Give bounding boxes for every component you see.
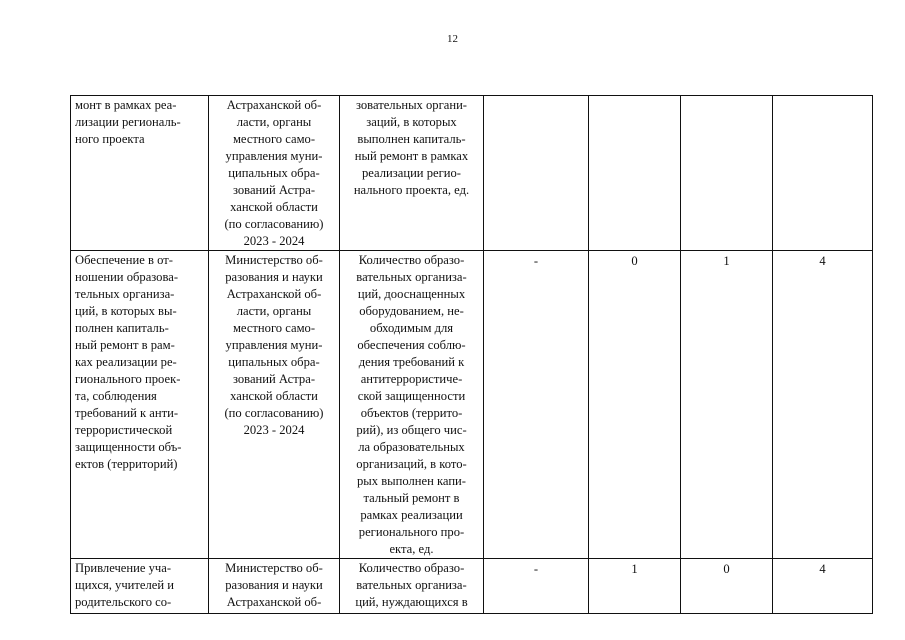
table-cell-value: 0 xyxy=(681,559,773,614)
table-cell-value xyxy=(484,96,589,251)
cell-text: Привлечение уча- щихся, учителей и родительского со- xyxy=(75,561,175,609)
table-row xyxy=(71,96,873,251)
cell-text: Министерство об- разования и науки Астраханской об- ласти, органы местного само- управления муни- ципальных обра- зований Астра- ханской области (по согласованию) 2023 - 2024 xyxy=(224,253,324,437)
table-cell-indicator xyxy=(340,96,484,251)
table-cell-responsible xyxy=(209,251,340,559)
cell-text: Количество образо- вательных организа- ций, дооснащенных оборудованием, не- обходимым для обеспечения соблю- дения требований к антитеррористиче- ской защищенности объектов (террито- рий), из общего чис- ла образовательных организаций, в кото- рых выполнен капи- тальный ремонт в рамках реализации регионального про- екта, ед. xyxy=(356,253,467,556)
table-row xyxy=(71,559,873,614)
table-cell-activity xyxy=(71,96,209,251)
table-cell-value xyxy=(589,96,681,251)
table-cell-indicator xyxy=(340,559,484,614)
table-cell-activity xyxy=(71,559,209,614)
cell-text: зовательных органи- заций, в которых выполнен капиталь- ный ремонт в рамках реализации регио- нального проекта, ед. xyxy=(353,98,470,197)
table-cell-value: 4 xyxy=(773,559,873,614)
table-cell-indicator xyxy=(340,251,484,559)
cell-text: Количество образо- вательных организа- ций, нуждающихся в xyxy=(355,561,468,609)
table-cell-value: 0 xyxy=(589,251,681,559)
measures-table xyxy=(70,95,873,614)
table-cell-value: - xyxy=(484,559,589,614)
table-row xyxy=(71,251,873,559)
page-number: 12 xyxy=(447,33,458,45)
table-cell-value: 1 xyxy=(681,251,773,559)
table-cell-responsible xyxy=(209,96,340,251)
cell-text: Министерство об- разования и науки Астраханской об- xyxy=(225,561,323,609)
table-cell-activity xyxy=(71,251,209,559)
cell-text: Обеспечение в от- ношении образова- тельных организа- ций, в которых вы- полнен капиталь- ный ремонт в рам- ках реализации ре- гионального проек- та, соблюдения требований к анти- террористической защищенности объ- ектов (территорий) xyxy=(75,253,182,471)
table-cell-value: 4 xyxy=(773,251,873,559)
table-cell-value: - xyxy=(484,251,589,559)
cell-text: Астраханской об- ласти, органы местного само- управления муни- ципальных обра- зований Астра- ханской области (по согласованию) 2023 - 2024 xyxy=(224,98,324,248)
cell-text: монт в рамках реа- лизации региональ- ного проекта xyxy=(75,98,181,146)
table-cell-value xyxy=(681,96,773,251)
table-cell-value: 1 xyxy=(589,559,681,614)
table-cell-value xyxy=(773,96,873,251)
table-cell-responsible xyxy=(209,559,340,614)
